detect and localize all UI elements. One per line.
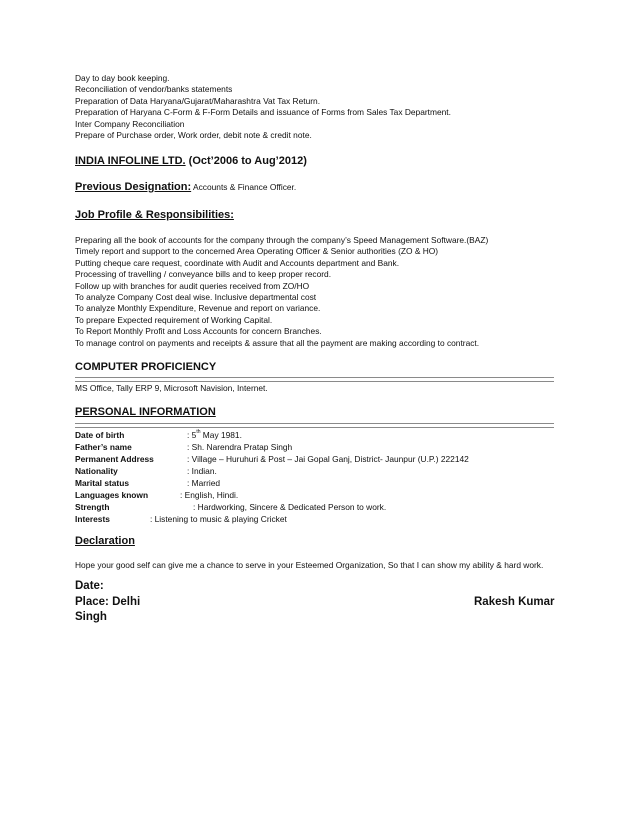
duty-item: Preparation of Data Haryana/Gujarat/Maharashtra Vat Tax Return. (75, 95, 321, 106)
job-profile-item: Timely report and support to the concerned Area Operating Officer & Senior authorities (ZO & HO) (75, 246, 439, 257)
computer-proficiency-text: MS Office, Tally ERP 9, Microsoft Navision, Internet. (75, 383, 268, 393)
dob-value: : 5th May 1981. (187, 429, 242, 440)
job-profile-item: To analyze Company Cost deal wise. Inclusive departmental cost (75, 292, 317, 303)
declaration-heading: Declaration (75, 535, 135, 547)
strength-value: : Hardworking, Sincere & Dedicated Person to work. (193, 502, 387, 512)
interests-value: : Listening to music & playing Cricket (150, 514, 287, 524)
job-profile-heading: Job Profile & Responsibilities: (75, 209, 234, 221)
personal-information-heading: PERSONAL INFORMATION (75, 406, 216, 418)
previous-designation-label: Previous Designation: (75, 181, 192, 193)
job-profile-item: Follow up with branches for audit queries received from ZO/HO (75, 280, 310, 291)
place-label: Place: Delhi (75, 596, 141, 608)
signature-name: Rakesh Kumar (474, 596, 555, 608)
marital-status-value: : Married (187, 478, 221, 488)
employer-name: INDIA INFOLINE LTD. (75, 155, 186, 167)
top-duties-list (75, 73, 451, 141)
father-name-label: Father’s name (75, 442, 132, 452)
duty-item: Inter Company Reconciliation (75, 118, 185, 129)
duty-item: Day to day book keeping. (75, 73, 170, 83)
declaration-text: Hope your good self can give me a chance to serve in your Esteemed Organization, So that I can show my ability & hard work. (75, 560, 544, 570)
computer-proficiency-heading: COMPUTER PROFICIENCY (75, 361, 217, 373)
job-profile-item: To Report Monthly Profit and Loss Accounts for concern Branches. (75, 326, 322, 337)
section-divider (75, 423, 554, 428)
languages-value: : English, Hindi. (180, 490, 239, 500)
job-profile-item: Preparing all the book of accounts for the company through the company’s Speed Management Software.(BAZ) (75, 235, 489, 245)
signature-surname: Singh (75, 611, 107, 623)
employer-heading (75, 155, 307, 167)
job-profile-item: To analyze Monthly Expenditure, Revenue and report on variance. (75, 303, 321, 314)
father-name-value: : Sh. Narendra Pratap Singh (187, 442, 293, 452)
duty-item: Preparation of Haryana C-Form & F-Form Details and issuance of Forms from Sales Tax Department. (75, 107, 451, 118)
section-divider (75, 377, 554, 382)
job-profile-item: To prepare Expected requirement of Working Capital. (75, 314, 273, 325)
job-profile-list (75, 235, 488, 349)
job-profile-item: Processing of travelling / conveyance bills and to keep proper record. (75, 269, 332, 280)
languages-label: Languages known (75, 490, 149, 500)
previous-designation-value: Accounts & Finance Officer. (191, 182, 297, 192)
job-profile-item: To manage control on payments and receipts & assure that all the payment are making according to contract. (75, 337, 480, 348)
date-label: Date: (75, 580, 104, 592)
duty-item: Prepare of Purchase order, Work order, debit note & credit note. (75, 130, 312, 141)
nationality-label: Nationality (75, 466, 118, 476)
job-profile-item: Putting cheque care request, coordinate with Audit and Accounts department and Bank. (75, 257, 400, 268)
address-value: : Village – Huruhuri & Post – Jai Gopal Ganj, District- Jaunpur (U.P.) 222142 (187, 454, 469, 464)
address-label: Permanent Address (75, 454, 154, 464)
dob-label: Date of birth (75, 430, 125, 440)
employer-period: (Oct’2006 to Aug’2012) (185, 155, 307, 167)
interests-label: Interests (75, 514, 110, 524)
strength-label: Strength (75, 502, 110, 512)
nationality-value: : Indian. (187, 466, 217, 476)
marital-status-label: Marital status (75, 478, 129, 488)
duty-item: Reconciliation of vendor/banks statements (75, 84, 233, 95)
previous-designation (75, 181, 296, 193)
